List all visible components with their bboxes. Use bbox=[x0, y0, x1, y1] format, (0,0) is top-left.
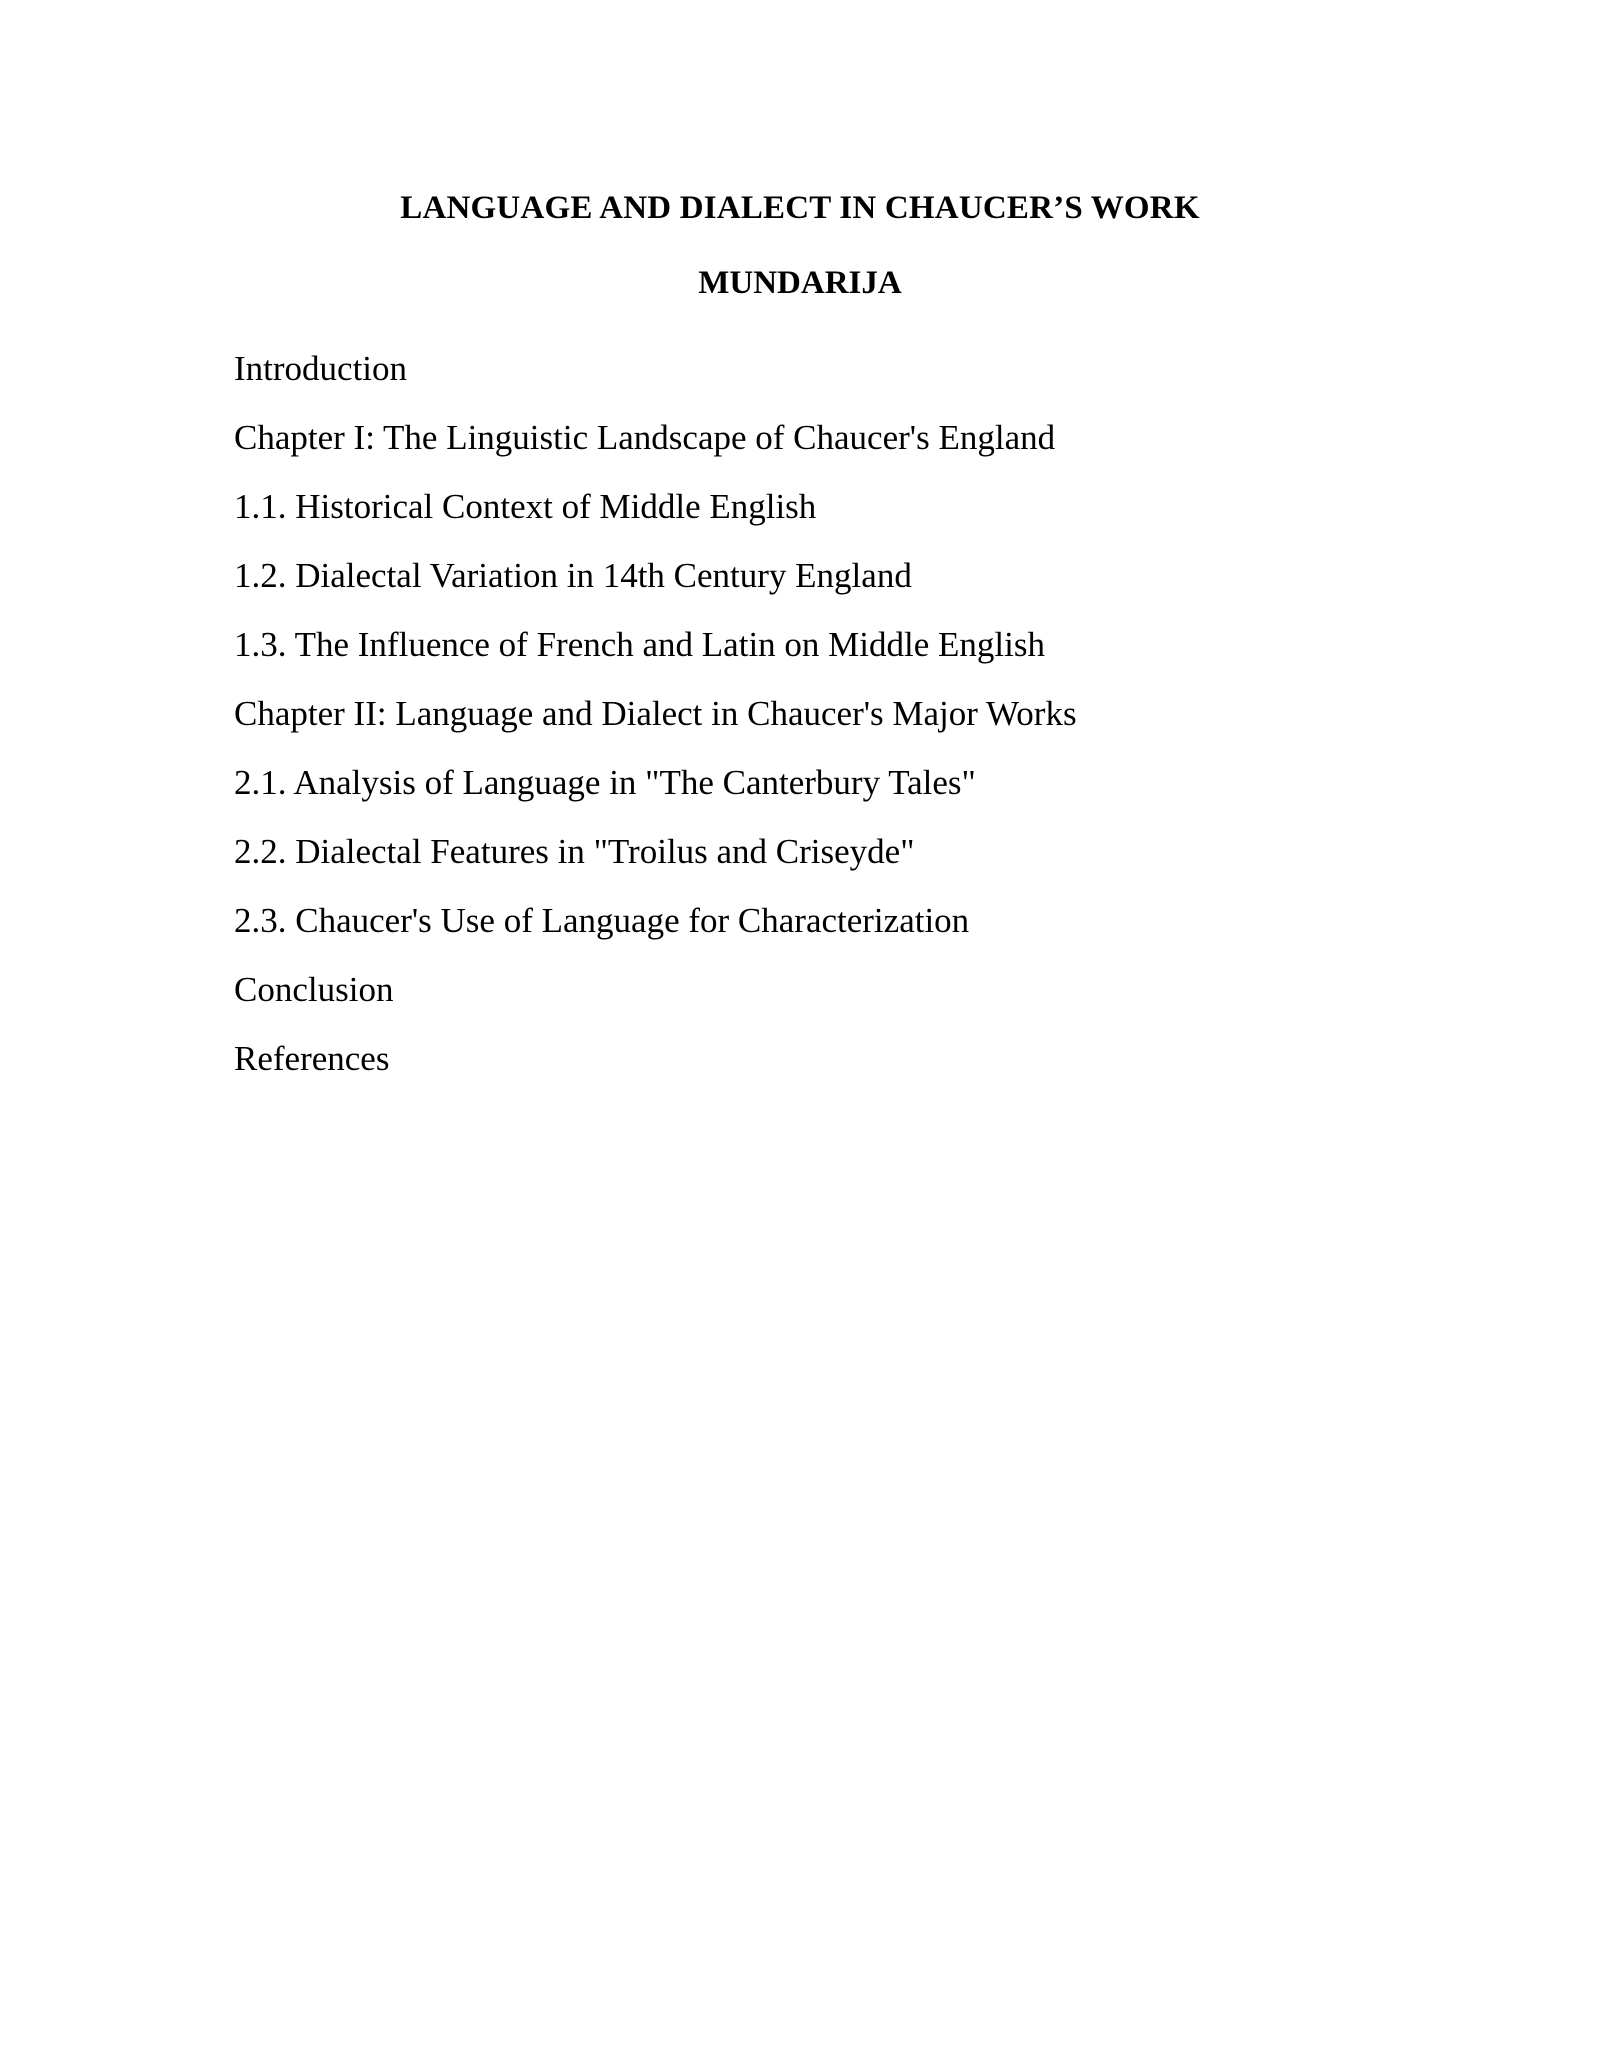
toc-item-2-1: 2.1. Analysis of Language in "The Canterbury Tales" bbox=[234, 763, 976, 802]
toc-item-introduction: Introduction bbox=[234, 349, 408, 388]
toc-item-1-3: 1.3. The Influence of French and Latin on Middle English bbox=[234, 625, 1045, 664]
toc-item-1-2: 1.2. Dialectal Variation in 14th Century England bbox=[234, 556, 912, 595]
table-of-contents bbox=[234, 334, 1077, 1093]
toc-item-chapter-2: Chapter II: Language and Dialect in Chaucer's Major Works bbox=[234, 694, 1077, 733]
document-title: LANGUAGE AND DIALECT IN CHAUCER’S WORK bbox=[400, 190, 1200, 226]
toc-heading: MUNDARIJA bbox=[698, 265, 902, 301]
toc-item-conclusion: Conclusion bbox=[234, 970, 394, 1009]
toc-item-chapter-1: Chapter I: The Linguistic Landscape of Chaucer's England bbox=[234, 418, 1056, 457]
toc-item-2-3: 2.3. Chaucer's Use of Language for Characterization bbox=[234, 901, 970, 940]
toc-item-2-2: 2.2. Dialectal Features in "Troilus and Criseyde" bbox=[234, 832, 915, 871]
toc-item-references: References bbox=[234, 1039, 390, 1078]
toc-item-1-1: 1.1. Historical Context of Middle English bbox=[234, 487, 817, 526]
